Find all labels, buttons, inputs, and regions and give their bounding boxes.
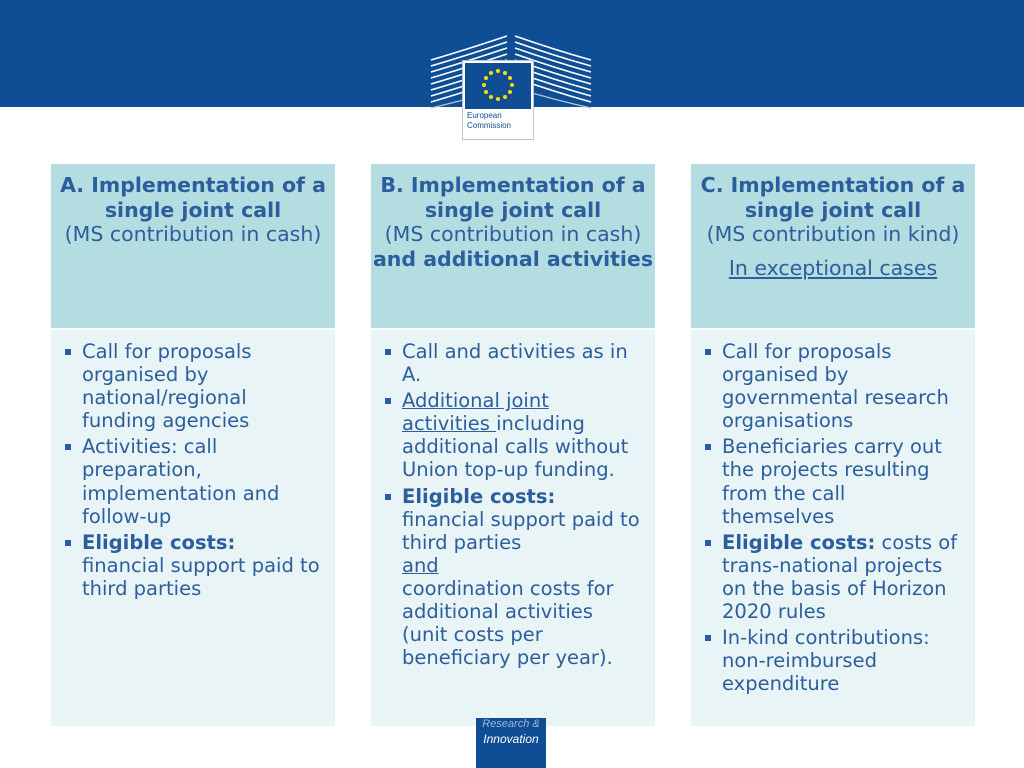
research-innovation-tab (476, 718, 546, 768)
list-item (61, 340, 321, 432)
column-c-subtitle: (MS contribution in kind) (706, 222, 960, 246)
bullet-bold: Eligible costs: (82, 530, 236, 554)
eu-stars-icon (465, 63, 531, 109)
column-c-title: C. Implementation of a single joint call (700, 173, 966, 222)
column-b-subtitle: (MS contribution in cash) (384, 222, 642, 246)
bullet-bold: Eligible costs: (402, 484, 556, 508)
column-c-note-link[interactable]: In exceptional cases (728, 255, 938, 280)
column-a-header (51, 164, 335, 328)
column-a-list (61, 340, 321, 600)
list-item (701, 435, 961, 527)
bullet-link[interactable]: Additional joint activities (402, 389, 549, 436)
column-b-header (371, 164, 655, 328)
column-b-body (371, 330, 655, 726)
bullet-link[interactable]: and (402, 553, 439, 577)
column-a-title: A. Implementation of a single joint call (60, 173, 326, 222)
logo-box (462, 60, 534, 140)
logo-text (467, 111, 511, 131)
logo-line-2: Commission (467, 121, 512, 130)
bullet-text: Call for proposals organised by governmental research organisations (722, 340, 949, 433)
bullet-text: Beneficiaries carry out the projects resulting from the call themselves (722, 435, 942, 528)
column-c-list (701, 340, 961, 695)
bullet-text: coordination costs for additional activities (unit costs per beneficiary per year). (402, 576, 614, 670)
bullet-text: In-kind contributions: non-reimbursed expenditure (722, 626, 930, 696)
column-c-body (691, 330, 975, 726)
column-b-title: B. Implementation of a single joint call (380, 173, 646, 222)
tab-line-2: Innovation (483, 732, 539, 746)
column-a (51, 164, 335, 724)
column-b-list (381, 340, 641, 669)
european-commission-logo (425, 28, 597, 144)
column-a-subtitle: (MS contribution in cash) (64, 222, 322, 246)
bullet-text: Call for proposals organised by national/regional funding agencies (82, 340, 252, 433)
list-item (701, 340, 961, 432)
bullet-text: including additional calls without Union top-up funding. (402, 412, 629, 482)
list-item (701, 626, 961, 695)
bullet-text: financial support paid to third parties (402, 507, 640, 554)
bullet-text: costs of trans-national projects on the basis of Horizon 2020 rules (722, 530, 958, 624)
list-item (381, 389, 641, 481)
list-item (61, 435, 321, 527)
column-b-title-2: and additional activities (372, 246, 654, 271)
tab-line-1: Research & (482, 718, 540, 730)
logo-line-1: European (467, 111, 502, 120)
list-item (381, 340, 641, 386)
list-item (61, 531, 321, 600)
bullet-text: financial support paid to third parties (82, 553, 320, 600)
eu-flag (465, 63, 531, 109)
bullet-text: Activities: call preparation, implementation and follow-up (82, 435, 280, 528)
bullet-text: Call and activities as in A. (402, 340, 628, 387)
list-item (701, 531, 961, 623)
column-c-header (691, 164, 975, 328)
column-a-body (51, 330, 335, 726)
column-c (691, 164, 975, 724)
column-b (371, 164, 655, 724)
list-item (381, 485, 641, 670)
bullet-bold: Eligible costs: (722, 530, 876, 554)
